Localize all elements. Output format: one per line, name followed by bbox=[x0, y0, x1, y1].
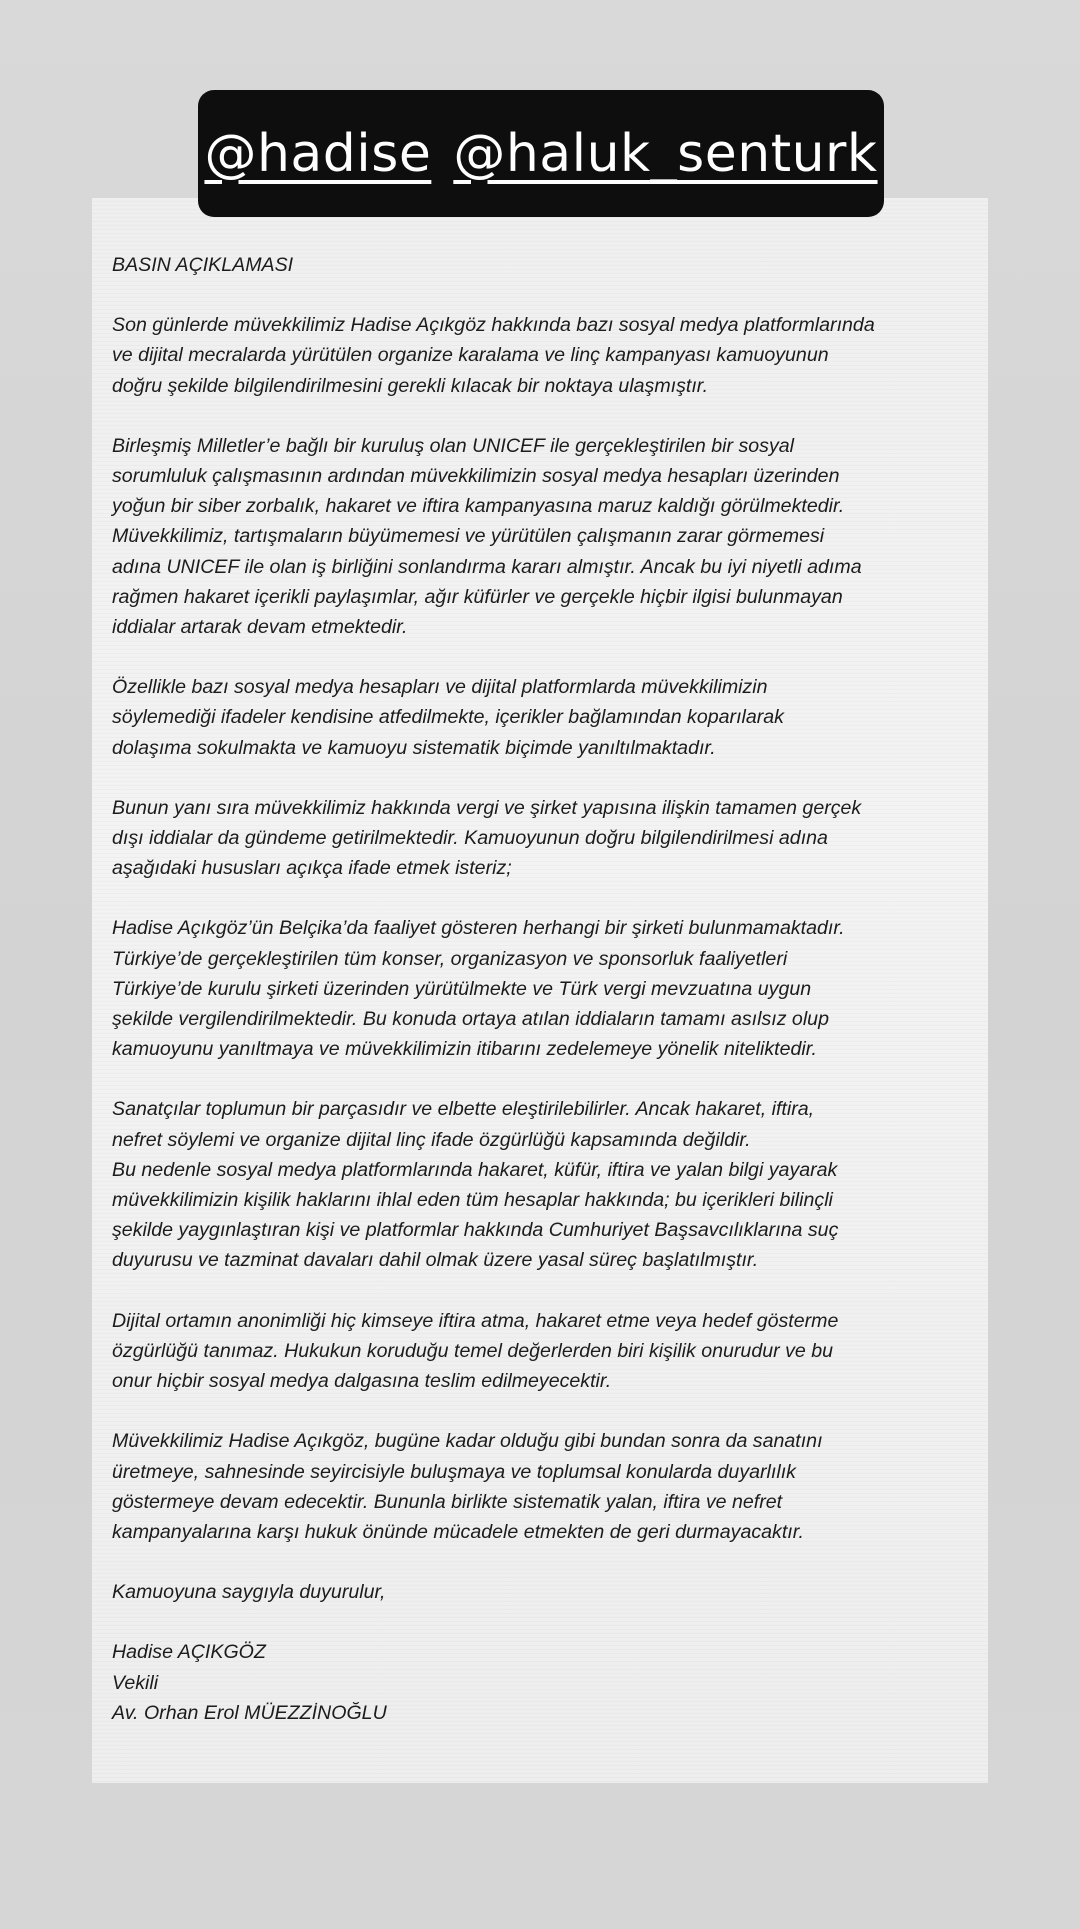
text-line: Bunun yanı sıra müvekkilimiz hakkında vergi ve şirket yapısına ilişkin tamamen gerçek bbox=[112, 796, 862, 819]
text-line: dışı iddialar da gündeme getirilmektedir. Kamuoyunun doğru bilgilendirilmesi adına bbox=[112, 827, 828, 850]
text-line: Dijital ortamın anonimliği hiç kimseye iftira atma, hakaret etme veya hedef gösterme bbox=[112, 1309, 839, 1332]
signature-name: Hadise AÇIKGÖZ bbox=[112, 1641, 266, 1664]
text-line: üretmeye, sahnesinde seyircisiyle buluşmaya ve toplumsal konularda duyarlılık bbox=[112, 1460, 796, 1483]
text-line: göstermeye devam edecektir. Bununla birlikte sistematik yalan, iftira ve nefret bbox=[112, 1490, 783, 1513]
text-line: Türkiye’de kurulu şirketi üzerinden yürütülmekte ve Türk vergi mevzuatına uygun bbox=[112, 977, 812, 1000]
text-line: sorumluluk çalışmasının ardından müvekkilimizin sosyal medya hesapları üzerinden bbox=[112, 465, 840, 488]
text-line: yoğun bir siber zorbalık, hakaret ve iftira kampanyasına maruz kaldığı görülmektedir. bbox=[112, 495, 845, 518]
signature-lawyer: Av. Orhan Erol MÜEZZİNOĞLU bbox=[112, 1701, 387, 1724]
text-line: Müvekkilimiz, tartışmaların büyümemesi ve yürütülen çalışmanın zarar görmemesi bbox=[112, 525, 825, 548]
text-line: söylemediği ifadeler kendisine atfedilmekte, içerikler bağlamından koparılarak bbox=[112, 706, 784, 729]
text-line: Bu nedenle sosyal medya platformlarında hakaret, küfür, iftira ve yalan bilgi yayarak bbox=[112, 1158, 838, 1181]
text-line: kampanyalarına karşı hukuk önünde mücadele etmekten de geri durmayacaktır. bbox=[112, 1520, 804, 1543]
text-line: Sanatçılar toplumun bir parçasıdır ve elbette eleştirilebilirler. Ancak hakaret, iftira, bbox=[112, 1098, 815, 1121]
text-line: Birleşmiş Milletler’e bağlı bir kuruluş olan UNICEF ile gerçekleştirilen bir sosyal bbox=[112, 434, 795, 457]
text-line: Son günlerde müvekkilimiz Hadise Açıkgöz hakkında bazı sosyal medya platformlarında bbox=[112, 314, 875, 337]
document-title: BASIN AÇIKLAMASI bbox=[112, 254, 294, 276]
text-line: dolaşıma sokulmakta ve kamuoyu sistematik biçimde yanıltılmaktadır. bbox=[112, 736, 716, 759]
mention-sticker bbox=[198, 90, 884, 217]
text-line: nefret söylemi ve organize dijital linç ifade özgürlüğü kapsamında değildir. bbox=[112, 1128, 751, 1151]
paragraph-2 bbox=[112, 431, 966, 642]
paragraph-7 bbox=[112, 1306, 966, 1397]
text-line: Müvekkilimiz Hadise Açıkgöz, bugüne kadar olduğu gibi bundan sonra da sanatını bbox=[112, 1430, 823, 1453]
text-line: onur hiçbir sosyal medya dalgasına teslim edilmeyecektir. bbox=[112, 1370, 612, 1393]
text-line: duyurusu ve tazminat davaları dahil olmak üzere yasal süreç başlatılmıştır. bbox=[112, 1249, 759, 1272]
text-line: ve dijital mecralarda yürütülen organize karalama ve linç kampanyası kamuoyunun bbox=[112, 344, 829, 367]
text-line: kamuoyunu yanıltmaya ve müvekkilimizin itibarını zedelemeye yönelik niteliktedir. bbox=[112, 1038, 817, 1061]
text-line: Türkiye’de gerçekleştirilen tüm konser, organizasyon ve sponsorluk faaliyetleri bbox=[112, 947, 788, 970]
text-line: aşağıdaki hususları açıkça ifade etmek isteriz; bbox=[112, 857, 512, 880]
paragraph-8 bbox=[112, 1426, 966, 1547]
mention-hadise[interactable]: @hadise bbox=[204, 123, 432, 184]
text-line: iddialar artarak devam etmektedir. bbox=[112, 616, 408, 639]
mention-haluk-senturk[interactable]: @haluk_senturk bbox=[453, 123, 878, 184]
paragraph-3 bbox=[112, 672, 966, 763]
text-line: doğru şekilde bilgilendirilmesini gerekli kılacak bir noktaya ulaşmıştır. bbox=[112, 374, 709, 397]
text-line: adına UNICEF ile olan iş birliğini sonlandırma kararı almıştır. Ancak bu iyi niyetli adıma bbox=[112, 555, 862, 578]
document-body bbox=[112, 250, 966, 1728]
signature-block bbox=[112, 1637, 966, 1728]
signature-role: Vekili bbox=[112, 1671, 159, 1694]
text-line: Hadise Açıkgöz’ün Belçika’da faaliyet gösteren herhangi bir şirketi bulunmamaktadır. bbox=[112, 917, 845, 940]
text-line: Özellikle bazı sosyal medya hesapları ve dijital platformlarda müvekkilimizin bbox=[112, 676, 768, 699]
text-line: şekilde vergilendirilmektedir. Bu konuda ortaya atılan iddiaların tamamı asılsız olup bbox=[112, 1008, 829, 1031]
text-line: müvekkilimizin kişilik haklarını ihlal eden tüm hesaplar hakkında; bu içerikleri bilinçli bbox=[112, 1189, 833, 1212]
text-line: özgürlüğü tanımaz. Hukukun koruduğu temel değerlerden biri kişilik onurudur ve bu bbox=[112, 1339, 834, 1362]
paragraph-6 bbox=[112, 1094, 966, 1275]
closing-line: Kamuoyuna saygıyla duyurulur, bbox=[112, 1581, 386, 1604]
press-release-document bbox=[92, 198, 988, 1783]
text-line: rağmen hakaret içerikli paylaşımlar, ağır küfürler ve gerçekle hiçbir ilgisi bulunmayan bbox=[112, 585, 843, 608]
paragraph-1 bbox=[112, 310, 966, 401]
paragraph-4 bbox=[112, 793, 966, 884]
text-line: şekilde yaygınlaştıran kişi ve platformlar hakkında Cumhuriyet Başsavcılıklarına suç bbox=[112, 1219, 839, 1242]
paragraph-5 bbox=[112, 913, 966, 1064]
